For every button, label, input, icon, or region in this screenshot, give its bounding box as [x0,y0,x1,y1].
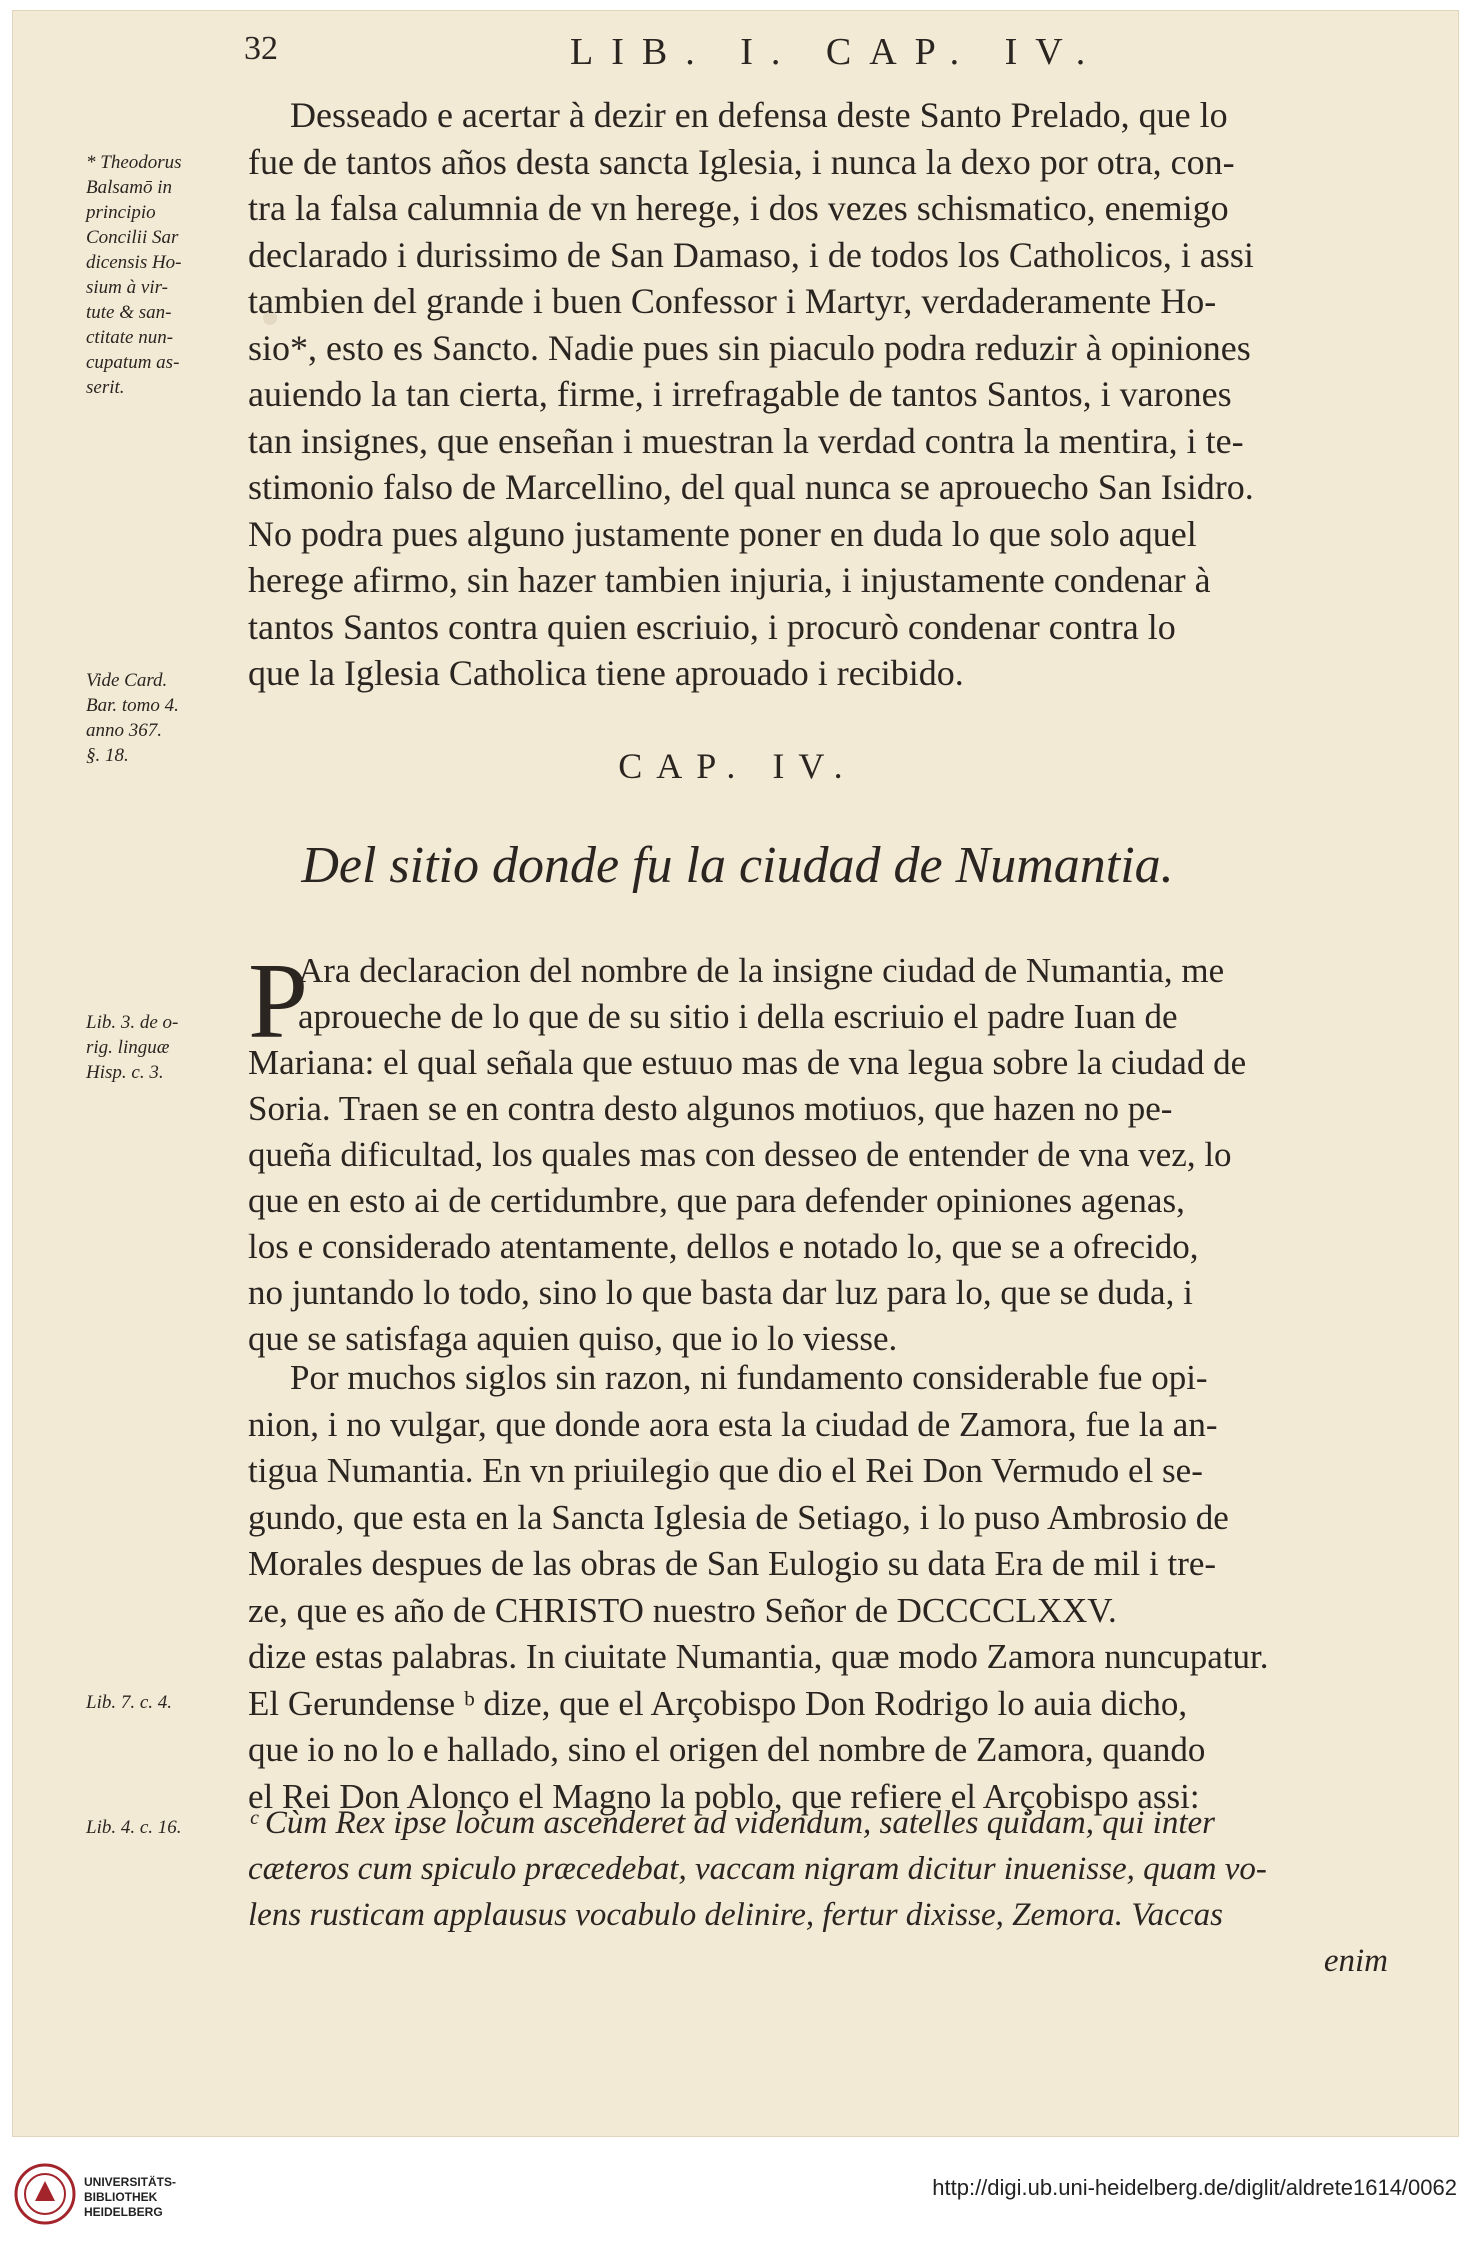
paragraph-1 [248,92,1388,697]
text-line: que la Iglesia Catholica tiene aprouado i recibido. [248,653,964,693]
running-title: LIB. I. CAP. IV. [570,31,1104,73]
chapter-label: CAP. IV. [618,746,857,786]
text-line: el Rei Don Alonço el Magno la poblo, que refiere el Arçobispo assi: [248,1776,1200,1816]
text-line: tan insignes, que enseñan i muestran la verdad contra la mentira, i te- [248,420,1244,461]
text-line: no juntando lo todo, sino lo que basta dar luz para lo, que se duda, i [248,1273,1193,1312]
text-line: ᶜ Cùm Rex ipse locum ascenderet ad videndum, satelles quidam, qui inter [248,1805,1216,1841]
text-line: nion, i no vulgar, que donde aora esta la ciudad de Zamora, fue la an- [248,1404,1218,1444]
university-seal-icon [14,2163,76,2225]
text-line: No podra pues alguno justamente poner en duda lo que solo aquel [248,513,1197,554]
library-name: UNIVERSITÄTS- BIBLIOTHEK HEIDELBERG [84,2175,177,2219]
text-line: stimonio falso de Marcellino, del qual nunca se aprouecho San Isidro. [248,467,1254,507]
chapter-title: Del sitio donde fu la ciudad de Numantia. [301,837,1174,894]
text-line: aproueche de lo que de su sitio i della escriuio el padre Iuan de [298,997,1178,1036]
text-line: Desseado e acertar à dezir en defensa deste Santo Prelado, que lo [290,95,1228,135]
text-line: Por muchos siglos sin razon, ni fundamento considerable fue opi- [290,1358,1208,1397]
text-line: los e considerado atentamente, dellos e notado lo, que se a ofrecido, [248,1227,1199,1266]
margin-note-rodrigo: Lib. 4. c. 16. [86,1817,182,1838]
text-line: que se satisfaga aquien quiso, que io lo viesse. [248,1319,898,1358]
text-line: que en esto ai de certidumbre, que para defender opiniones agenas, [248,1181,1185,1220]
text-line: Soria. Traen se en contra desto algunos motiuos, que hazen no pe- [248,1089,1173,1128]
drop-cap: P [248,942,309,1061]
catchword: enim [1323,1943,1388,1979]
text-line: queña dificultad, los quales mas con desseo de entender de vna vez, lo [248,1135,1232,1174]
margin-note-gerundense: Lib. 7. c. 4. [86,1692,173,1713]
text-line: fue de tantos años desta sancta Iglesia, i nunca la dexo por otra, con- [248,141,1235,182]
text-line: que io no lo e hallado, sino el origen del nombre de Zamora, quando [248,1730,1206,1769]
text-line: tantos Santos contra quien escriuio, i procurò condenar contra lo [248,606,1176,647]
text-line: declarado i durissimo de San Damaso, i de todos los Catholicos, i assi [248,234,1254,275]
text-line: tigua Numantia. En vn priuilegio que dio el Rei Don Vermudo el se- [248,1451,1203,1490]
margin-note-mariana: Lib. 3. de o- rig. linguæ Hisp. c. 3. [86,1012,179,1083]
text-line: cæteros cum spiculo præcedebat, vaccam nigram dicitur inuenisse, quam vo- [248,1851,1267,1887]
text-line: tambien del grande i buen Confessor i Martyr, verdaderamente Ho- [248,281,1217,321]
text-line: Mariana: el qual señala que estuuo mas de vna legua sobre la ciudad de [248,1043,1247,1082]
paragraph-3 [248,1355,1388,1820]
text-line: Morales despues de las obras de San Eulogio su data Era de mil i tre- [248,1544,1217,1583]
text-line: tra la falsa calumnia de vn herege, i dos vezes schismatico, enemigo [248,188,1229,228]
footer [0,2145,1475,2255]
text-line: Ara declaracion del nombre de la insigne ciudad de Numantia, me [298,951,1225,990]
text-line: sio*, esto es Sancto. Nadie pues sin piaculo podra reduzir à opiniones [248,327,1251,368]
source-url[interactable]: http://digi.ub.uni-heidelberg.de/diglit/aldrete1614/0062 [932,2175,1457,2200]
margin-note-theodorus: * Theodorus Balsamō in principio Concilii Sar dicensis Ho- sium à vir- tute & san- ctitate nun- cupatum as- serit. [86,152,182,398]
text-line: dize estas palabras. In ciuitate Numantia, quæ modo Zamora nuncupatur. [248,1637,1269,1676]
text-line: gundo, que esta en la Sancta Iglesia de Setiago, i lo puso Ambrosio de [248,1497,1229,1537]
text-line: herege afirmo, sin hazer tambien injuria, i injustamente condenar à [248,560,1211,600]
margin-note-baronius: Vide Card. Bar. tomo 4. anno 367. §. 18. [86,670,179,766]
text-line: auiendo la tan cierta, firme, i irrefragable de tantos Santos, i varones [248,374,1232,414]
page-number: 32 [244,30,278,67]
latin-quote [248,1800,1388,1984]
text-line: El Gerundense ᵇ dize, que el Arçobispo Don Rodrigo lo auia dicho, [248,1683,1188,1723]
text-line: lens rusticam applausus vocabulo delinire, fertur dixisse, Zemora. Vaccas [248,1897,1223,1933]
paragraph-2 [248,942,1388,1362]
text-line: ze, que es año de CHRISTO nuestro Señor de DCCCCLXXV. [248,1590,1117,1630]
